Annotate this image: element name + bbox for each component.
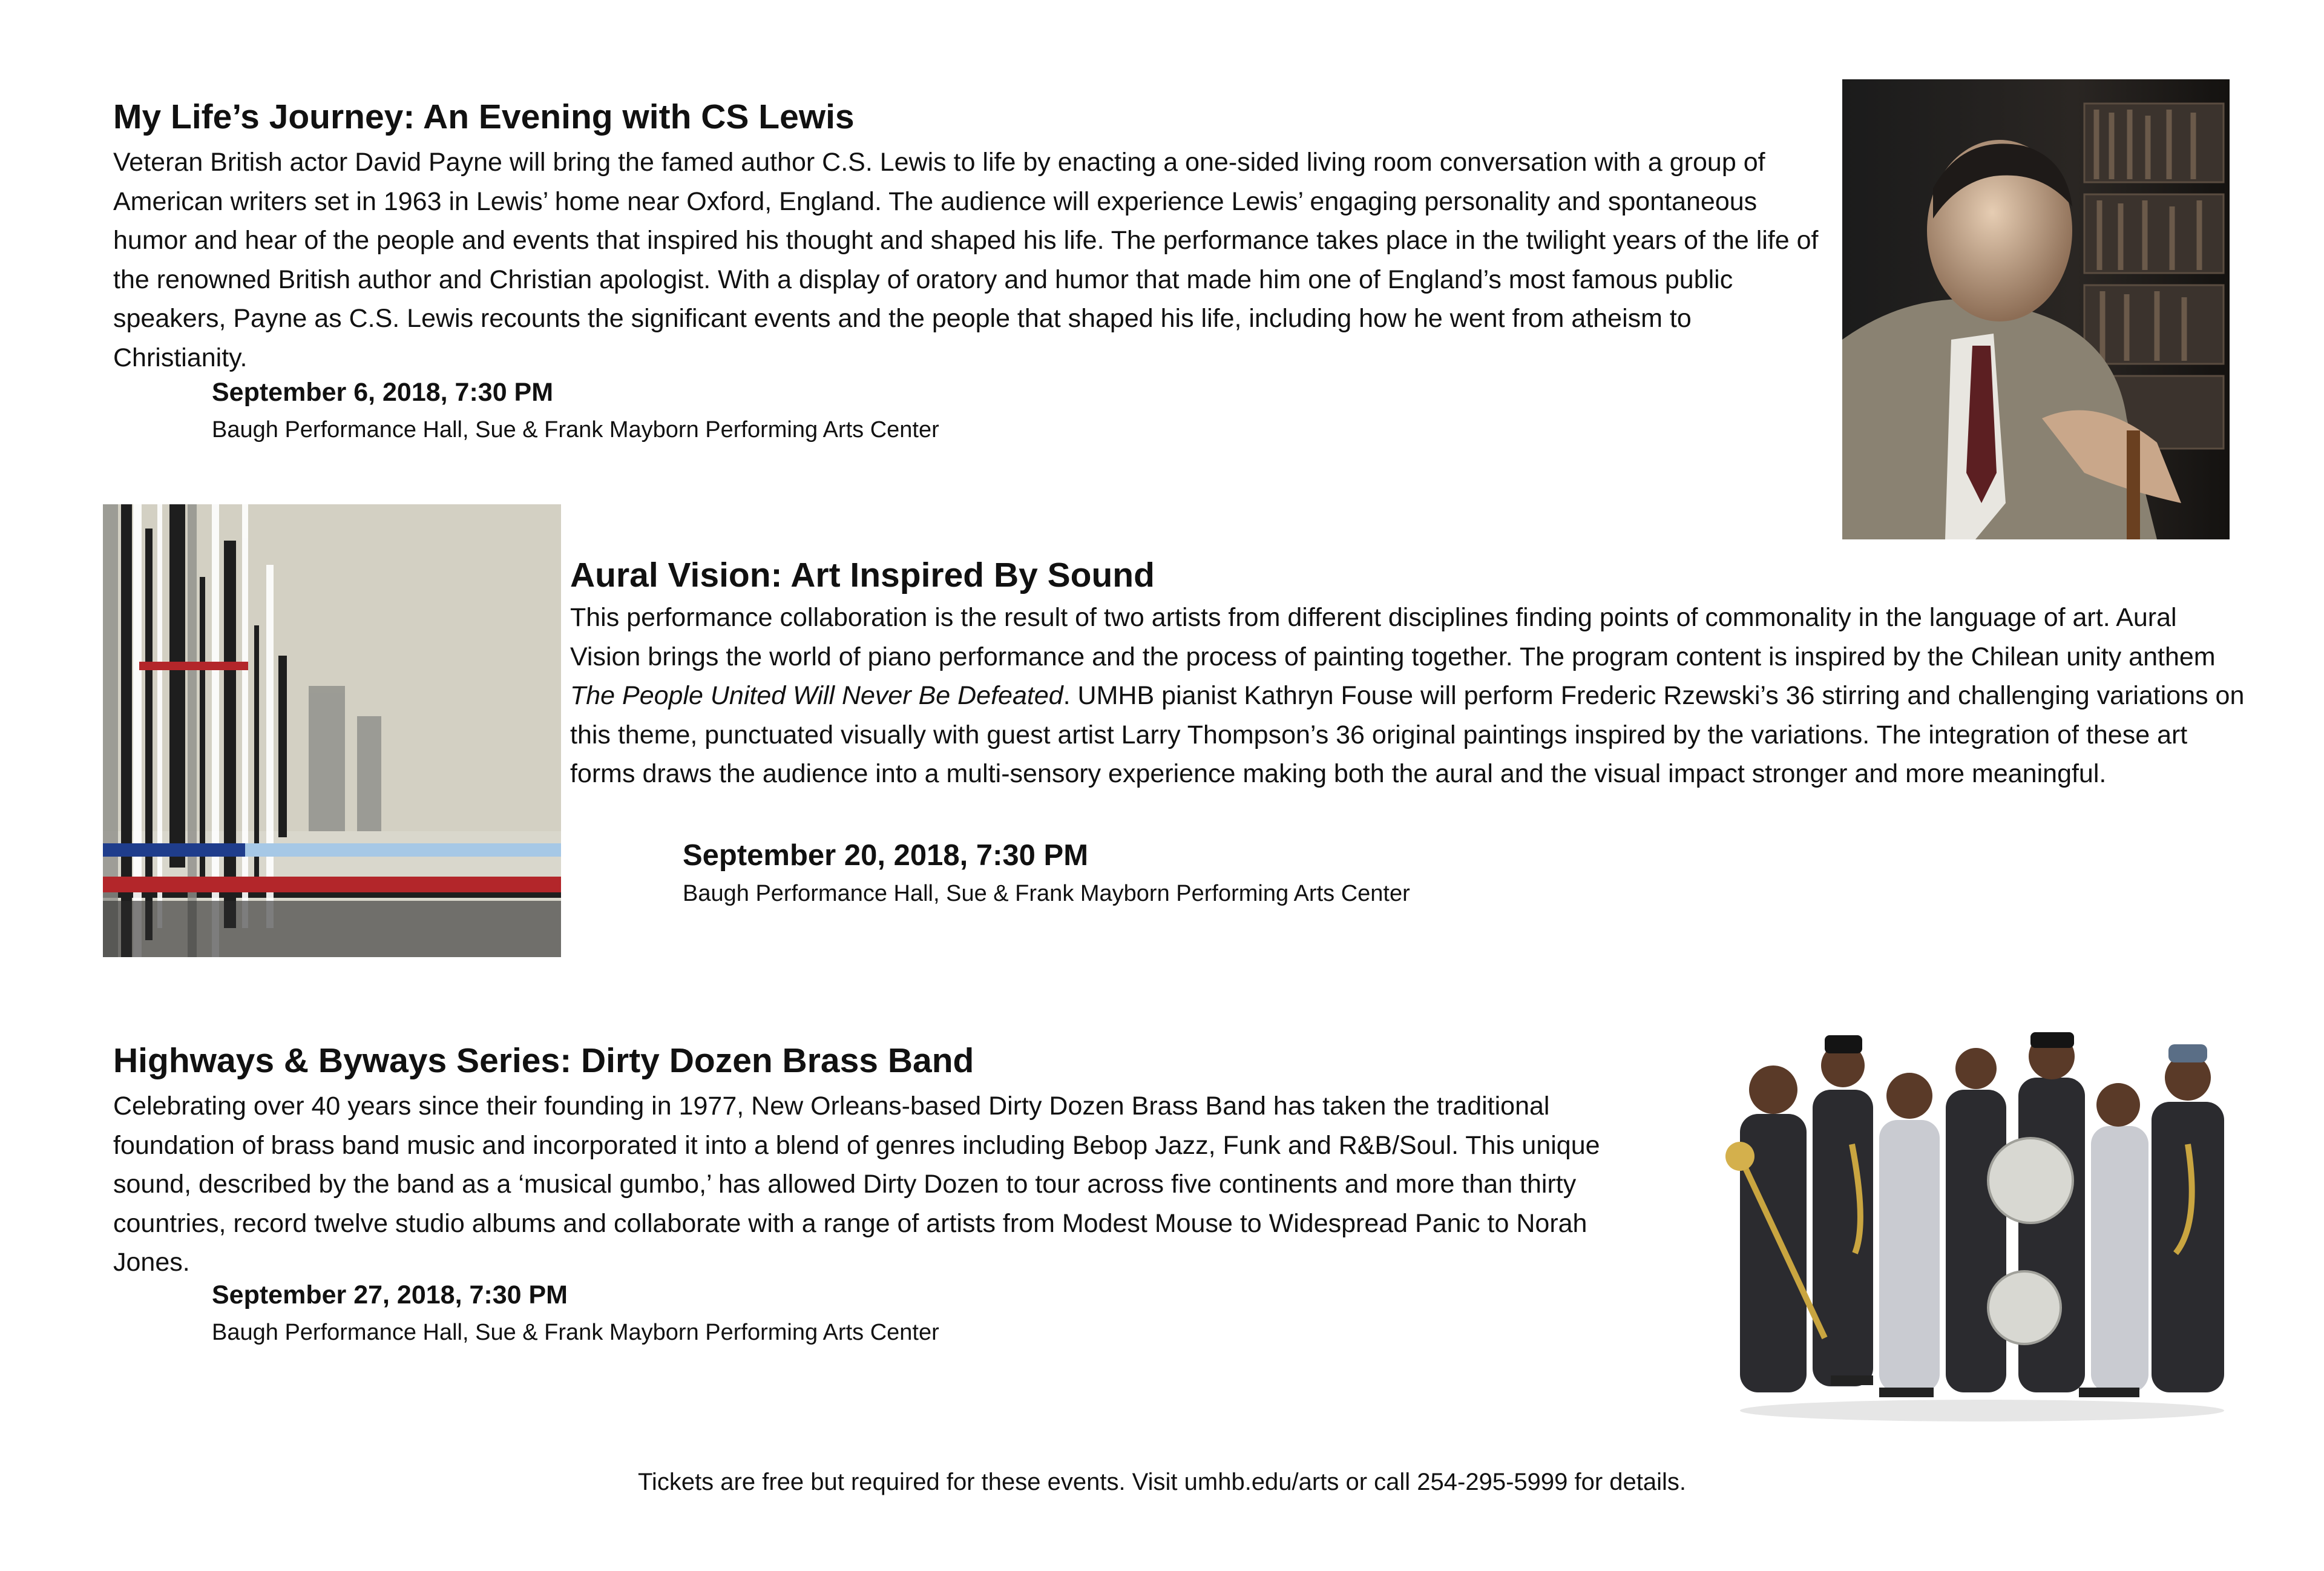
- event-title-dirty-dozen: Highways & Byways Series: Dirty Dozen Brass Band: [113, 1041, 974, 1080]
- aural-vision-description-part1: This performance collaboration is the result of two artists from different disciplines finding points of commonality in the language of art. Aural Vision brings the world of piano performance and the process of painting together. The program content is inspired by the Chilean unity anthem: [570, 603, 2216, 671]
- event-description-aural-vision: [570, 598, 2247, 794]
- event-date-dirty-dozen: September 27, 2018, 7:30 PM: [212, 1280, 568, 1309]
- actor-portrait-photo: [1842, 79, 2230, 539]
- event-date-cs-lewis: September 6, 2018, 7:30 PM: [212, 378, 554, 407]
- anthem-title: The People United Will Never Be Defeated: [570, 681, 1063, 710]
- event-venue-cs-lewis: Baugh Performance Hall, Sue & Frank Mayborn Performing Arts Center: [212, 417, 939, 443]
- ticket-info-footer: Tickets are free but required for these events. Visit umhb.edu/arts or call 254-295-5999 for details.: [637, 1469, 1687, 1495]
- aural-vision-description-part2: . UMHB pianist Kathryn Fouse will perform Frederic Rzewski’s 36 stirring and challenging variations on this theme, punctuated visually with guest artist Larry Thompson’s 36 original paintings inspired by the variations. The integration of these art forms draws the audience into a multi-sensory experience making both the aural and the visual impact stronger and more meaningful.: [570, 681, 2245, 788]
- event-description-dirty-dozen: Celebrating over 40 years since their founding in 1977, New Orleans-based Dirty Dozen Brass Band has taken the traditional foundation of brass band music and incorporated it into a blend of genres including Bebop Jazz, Funk and R&B/Soul. This unique sound, described by the band as a ‘musical gumbo,’ has allowed Dirty Dozen to tour across five continents and more than thirty countries, record twelve studio albums and collaborate with a range of artists from Modest Mouse to Widespread Panic to Norah Jones.: [113, 1092, 1600, 1277]
- event-venue-aural-vision: Baugh Performance Hall, Sue & Frank Mayborn Performing Arts Center: [683, 881, 1410, 906]
- abstract-painting-image: [103, 504, 561, 957]
- event-date-aural-vision: September 20, 2018, 7:30 PM: [683, 839, 1089, 872]
- event-venue-dirty-dozen: Baugh Performance Hall, Sue & Frank Mayborn Performing Arts Center: [212, 1320, 939, 1345]
- event-title-cs-lewis: My Life’s Journey: An Evening with CS Lewis: [113, 97, 855, 136]
- event-description-cs-lewis: Veteran British actor David Payne will bring the famed author C.S. Lewis to life by enacting a one-sided living room conversation with a group of American writers set in 1963 in Lewis’ home near Oxford, England. The audience will experience Lewis’ engaging personality and spontaneous humor and hear of the people and events that inspired his thought and shaped his life. The performance takes place in the twilight years of the life of the renowned British author and Christian apologist. With a display of oratory and humor that made him one of England’s most famous public speakers, Payne as C.S. Lewis recounts the significant events and the people that shaped his life, including how he went from atheism to Christianity.: [113, 148, 1819, 372]
- event-title-aural-vision: Aural Vision: Art Inspired By Sound: [570, 556, 1155, 594]
- brass-band-group-photo: [1716, 1023, 2248, 1426]
